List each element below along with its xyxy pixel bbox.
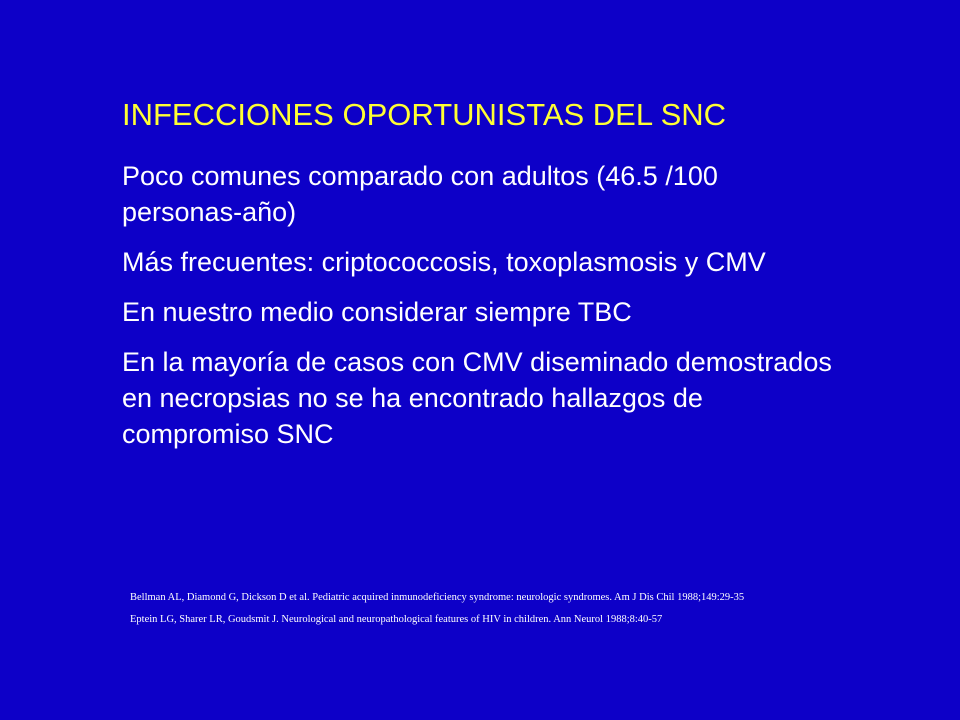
bullet-item: En la mayoría de casos con CMV diseminado demostrados en necropsias no se ha encontrado hallazgos de compromiso SNC [122, 347, 832, 449]
reference-item: Eptein LG, Sharer LR, Goudsmit J. Neurological and neuropathological features of HIV in children. Ann Neurol 1988;8:40-57 [130, 614, 663, 625]
bullet-item: Más frecuentes: criptococcosis, toxoplasmosis y CMV [122, 247, 766, 277]
bullet-item: En nuestro medio considerar siempre TBC [122, 297, 632, 327]
bullet-list [122, 158, 842, 466]
slide-title: INFECCIONES OPORTUNISTAS DEL SNC [122, 97, 727, 132]
reference-item: Bellman AL, Diamond G, Dickson D et al. Pediatric acquired inmunodeficiency syndrome: neurologic syndromes. Am J Dis Chil 1988;149:29-35 [130, 592, 745, 603]
bullet-item: Poco comunes comparado con adultos (46.5 /100 personas-año) [122, 161, 718, 227]
reference-list [130, 590, 830, 634]
